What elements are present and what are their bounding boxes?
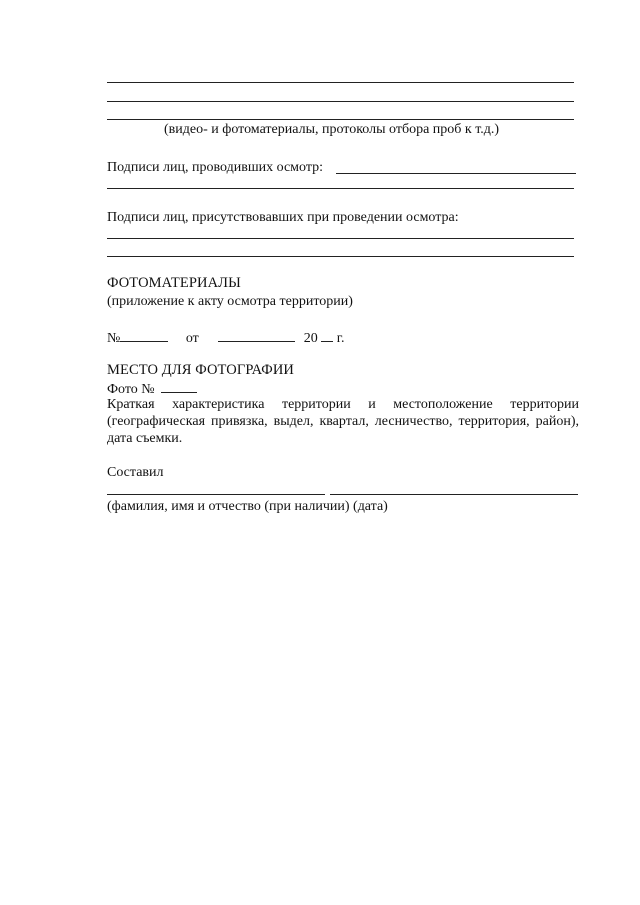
photo-materials-title: ФОТОМАТЕРИАЛЫ bbox=[107, 275, 241, 291]
photo-label: Фото № bbox=[107, 382, 155, 397]
materials-caption: (видео- и фотоматериалы, протоколы отбора проб к т.д.) bbox=[164, 122, 500, 137]
blank-line-2 bbox=[107, 101, 574, 102]
year-prefix: 20 bbox=[303, 331, 318, 346]
blank-line-3 bbox=[107, 119, 574, 120]
blank-line-1 bbox=[107, 82, 574, 83]
photo-place-title: МЕСТО ДЛЯ ФОТОГРАФИИ bbox=[107, 362, 294, 378]
inspectors-signature-line-1 bbox=[336, 173, 576, 174]
from-word: от bbox=[185, 331, 199, 346]
present-signature-line-1 bbox=[107, 238, 574, 239]
number-blank bbox=[120, 328, 168, 342]
year-blank bbox=[321, 328, 333, 342]
present-signature-line-2 bbox=[107, 256, 574, 257]
act-number-date-line bbox=[107, 328, 344, 347]
compiled-date-line bbox=[330, 494, 578, 495]
date-blank bbox=[218, 328, 295, 342]
photo-materials-subtitle: (приложение к акту осмотра территории) bbox=[107, 294, 353, 309]
compiled-caption: (фамилия, имя и отчество (при наличии) (дата) bbox=[107, 499, 388, 514]
territory-description: Краткая характеристика территории и местоположение территории (географическая привязка, выдел, квартал, лесничество, территория, район), дата съемки. bbox=[107, 397, 579, 446]
photo-number-blank bbox=[161, 379, 197, 393]
year-suffix: г. bbox=[336, 331, 345, 346]
present-signatures-label: Подписи лиц, присутствовавших при проведении осмотра: bbox=[107, 210, 459, 225]
compiled-name-line bbox=[107, 494, 325, 495]
number-sign: № bbox=[107, 331, 121, 346]
compiled-by-label: Составил bbox=[107, 465, 164, 480]
inspectors-signature-line-2 bbox=[107, 188, 574, 189]
inspectors-signatures-label: Подписи лиц, проводивших осмотр: bbox=[107, 160, 324, 175]
